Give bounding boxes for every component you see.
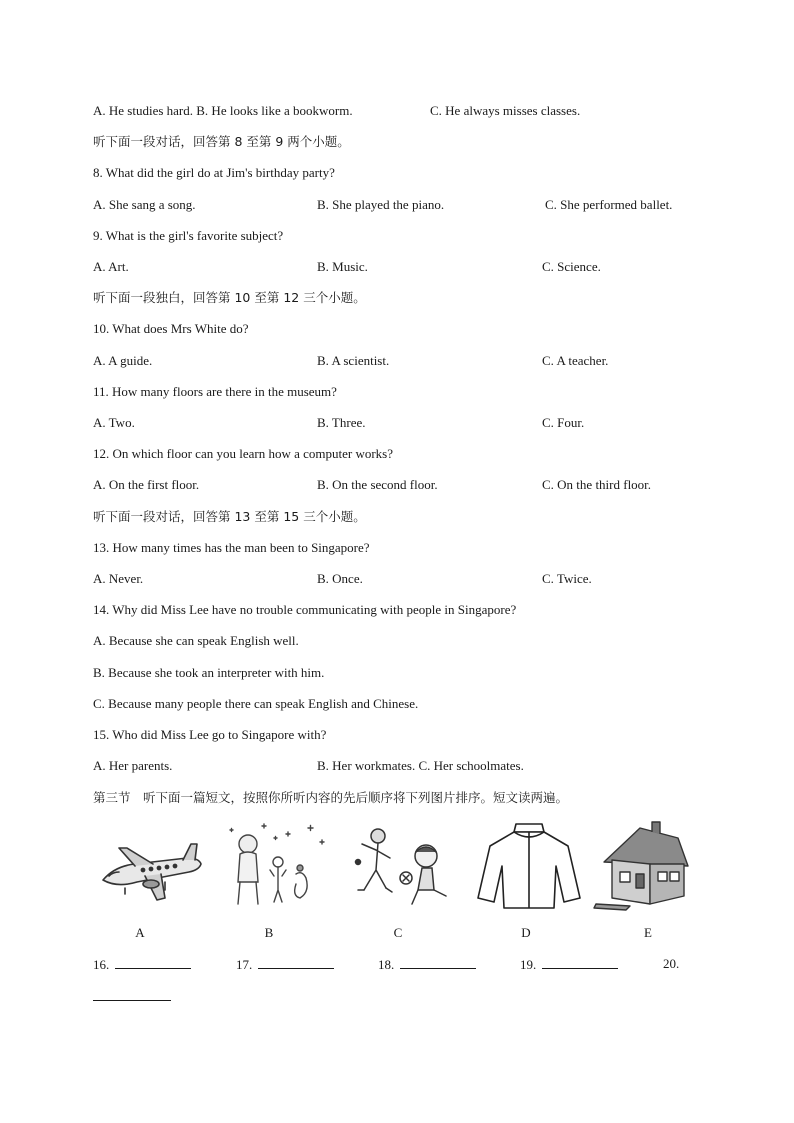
q7-options xyxy=(93,103,733,119)
q10-option-c: C. A teacher. xyxy=(542,353,609,368)
q12-options xyxy=(93,477,733,493)
q12-option-a: A. On the first floor. xyxy=(93,477,200,492)
q10-option-a: A. A guide. xyxy=(93,353,153,368)
instruction-13-15: 听下面一段对话，回答第 13 至第 15 三个小题。 xyxy=(93,509,366,524)
astronaut-icon xyxy=(222,818,332,913)
question-12: 12. On which floor can you learn how a computer works? xyxy=(93,446,393,461)
picture-c-label: C xyxy=(393,925,403,940)
question-13: 13. How many times has the man been to Singapore? xyxy=(93,540,370,555)
answer-16-blank[interactable] xyxy=(115,956,191,969)
q9-option-b: B. Music. xyxy=(317,259,368,274)
q9-option-a: A. Art. xyxy=(93,259,129,274)
q14-option-b: B. Because she took an interpreter with him. xyxy=(93,665,325,680)
picture-c xyxy=(350,818,460,913)
answer-19-blank[interactable] xyxy=(542,956,618,969)
q13-options xyxy=(93,571,733,587)
q11-option-a: A. Two. xyxy=(93,415,135,430)
question-15: 15. Who did Miss Lee go to Singapore with? xyxy=(93,727,327,742)
picture-e-label: E xyxy=(644,925,652,940)
question-9: 9. What is the girl's favorite subject? xyxy=(93,228,284,243)
q11-option-c: C. Four. xyxy=(542,415,585,430)
q7-option-c: C. He always misses classes. xyxy=(430,103,581,118)
question-11: 11. How many floors are there in the museum? xyxy=(93,384,337,399)
q13-option-c: C. Twice. xyxy=(542,571,592,586)
question-10: 10. What does Mrs White do? xyxy=(93,321,249,336)
q13-option-a: A. Never. xyxy=(93,571,144,586)
picture-d xyxy=(474,818,584,913)
coat-icon xyxy=(474,818,584,913)
answer-19-number: 19. xyxy=(520,957,537,972)
q7-option-ab: A. He studies hard. B. He looks like a bookworm. xyxy=(93,103,353,118)
question-8: 8. What did the girl do at Jim's birthday party? xyxy=(93,165,335,180)
picture-b-label: B xyxy=(264,925,274,940)
answer-20-blank[interactable] xyxy=(93,988,171,1001)
house-icon xyxy=(590,818,700,913)
picture-e xyxy=(590,818,700,913)
q11-options xyxy=(93,415,733,431)
instruction-8-9: 听下面一段对话，回答第 8 至第 9 两个小题。 xyxy=(93,134,350,149)
question-14: 14. Why did Miss Lee have no trouble communicating with people in Singapore? xyxy=(93,602,517,617)
airplane-icon xyxy=(95,818,205,913)
answer-20-number: 20. xyxy=(663,956,680,971)
picture-d-label: D xyxy=(521,925,531,940)
answer-19 xyxy=(520,956,618,973)
q8-option-b: B. She played the piano. xyxy=(317,197,445,212)
q8-option-a: A. She sang a song. xyxy=(93,197,196,212)
q13-option-b: B. Once. xyxy=(317,571,363,586)
instruction-10-12: 听下面一段独白，回答第 10 至第 12 三个小题。 xyxy=(93,290,366,305)
q15-option-bc: B. Her workmates. C. Her schoolmates. xyxy=(317,758,524,773)
q14-option-a: A. Because she can speak English well. xyxy=(93,633,299,648)
answer-17-blank[interactable] xyxy=(258,956,334,969)
q8-options xyxy=(93,197,733,213)
answer-16-number: 16. xyxy=(93,957,110,972)
q10-option-b: B. A scientist. xyxy=(317,353,390,368)
answer-18-number: 18. xyxy=(378,957,395,972)
section-3-instruction: 第三节 听下面一篇短文，按照你所听内容的先后顺序将下列图片排序。短文读两遍。 xyxy=(93,790,569,805)
q12-option-c: C. On the third floor. xyxy=(542,477,652,492)
q9-options xyxy=(93,259,733,275)
q10-options xyxy=(93,353,733,369)
answer-17-number: 17. xyxy=(236,957,253,972)
q9-option-c: C. Science. xyxy=(542,259,601,274)
q14-option-c: C. Because many people there can speak English and Chinese. xyxy=(93,696,419,711)
answer-18 xyxy=(378,956,476,973)
picture-a xyxy=(95,818,205,913)
q15-options xyxy=(93,758,733,774)
q15-option-a: A. Her parents. xyxy=(93,758,173,773)
answer-20 xyxy=(663,956,679,972)
answer-17 xyxy=(236,956,334,973)
q11-option-b: B. Three. xyxy=(317,415,366,430)
answer-18-blank[interactable] xyxy=(400,956,476,969)
answer-16 xyxy=(93,956,191,973)
q12-option-b: B. On the second floor. xyxy=(317,477,438,492)
football-players-icon xyxy=(350,818,460,913)
picture-a-label: A xyxy=(135,925,145,940)
picture-b xyxy=(222,818,332,913)
q8-option-c: C. She performed ballet. xyxy=(545,197,673,212)
